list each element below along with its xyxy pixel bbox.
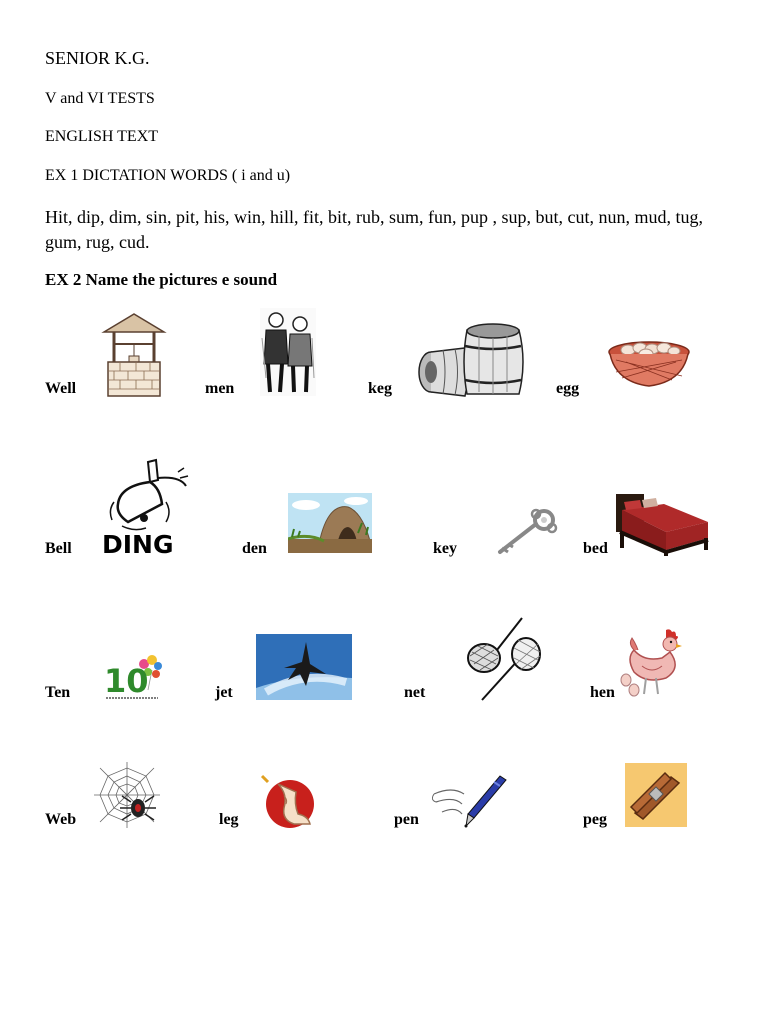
- ex1-title: EX 1 DICTATION WORDS ( i and u): [45, 167, 291, 184]
- class-heading: SENIOR K.G.: [45, 48, 150, 68]
- word-egg: egg: [556, 380, 580, 397]
- ten-number-text: 10: [104, 662, 149, 700]
- word-ten: Ten: [45, 684, 71, 701]
- keg-icon: [415, 322, 533, 398]
- word-den: den: [242, 540, 267, 557]
- word-keg: keg: [368, 380, 392, 397]
- leg-icon: [258, 774, 318, 830]
- jet-icon: [256, 634, 352, 700]
- bed-icon: [612, 492, 710, 556]
- word-leg: leg: [219, 811, 239, 828]
- word-jet: jet: [215, 684, 233, 701]
- key-icon: [496, 508, 558, 556]
- ding-text: DING: [102, 530, 174, 556]
- subject-heading: ENGLISH TEXT: [45, 128, 159, 145]
- word-key: key: [433, 540, 457, 557]
- net-icon: [464, 614, 548, 702]
- ex2-title: EX 2 Name the pictures e sound: [45, 270, 278, 289]
- pen-icon: [432, 772, 508, 828]
- word-well: Well: [45, 380, 77, 397]
- peg-icon: [625, 763, 687, 827]
- wishing-well-icon: [100, 310, 168, 400]
- den-cave-icon: [288, 493, 372, 553]
- word-peg: peg: [583, 811, 607, 828]
- word-web: Web: [45, 811, 77, 828]
- hen-icon: [620, 628, 684, 700]
- tests-heading: V and VI TESTS: [45, 90, 155, 107]
- dictation-words: Hit, dip, dim, sin, pit, his, win, hill, fit, bit, rub, sum, fun, pup , sup, but, cut, nun, mud, tug, gum, rug, cud.: [45, 207, 704, 252]
- bell-ding-icon: [100, 456, 190, 556]
- word-net: net: [404, 684, 426, 701]
- word-hen: hen: [590, 684, 615, 701]
- men-icon: [260, 308, 316, 396]
- number-ten-icon: [104, 652, 162, 702]
- egg-basket-icon: [606, 336, 692, 392]
- word-pen: pen: [394, 811, 419, 828]
- spider-web-icon: [94, 762, 160, 828]
- word-bed: bed: [583, 540, 608, 557]
- word-men: men: [205, 380, 235, 397]
- word-bell: Bell: [45, 540, 72, 557]
